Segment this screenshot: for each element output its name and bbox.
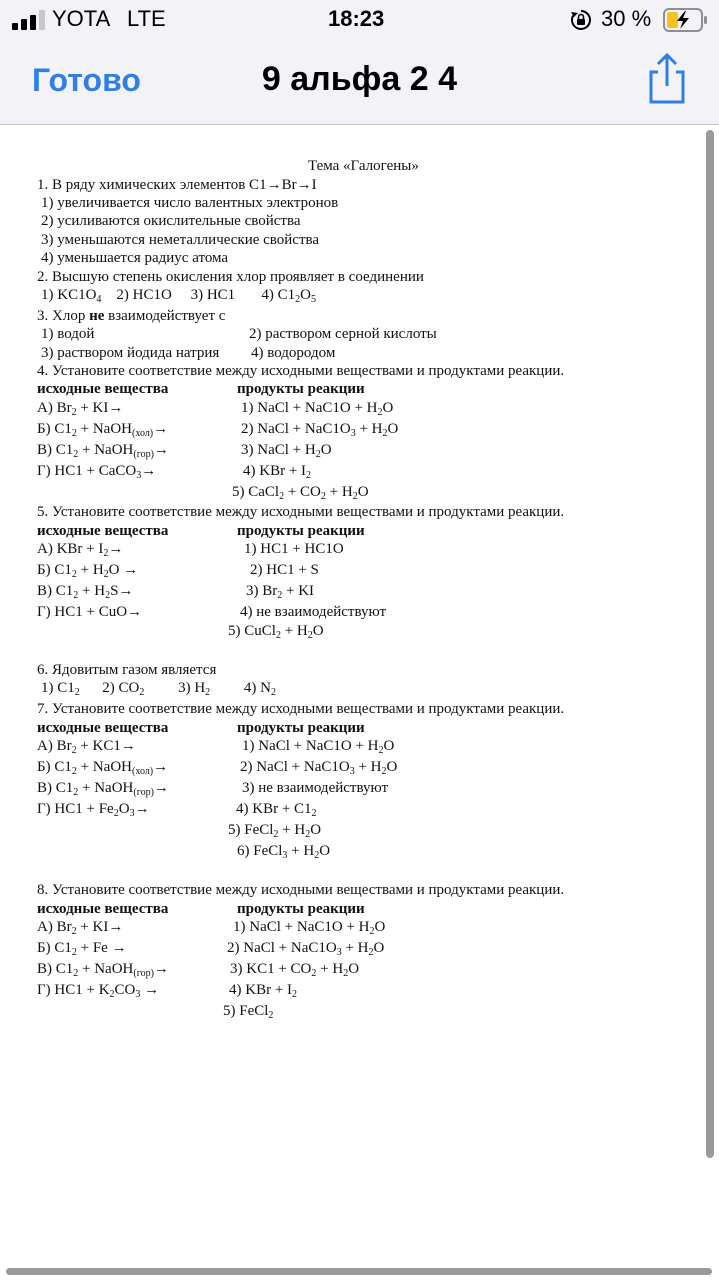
q4-product-5: 5) CaCl$_2$ + $CO_2 + H_2O$ <box>232 484 369 502</box>
q1-option-4: 4) уменьшается радиус атома <box>41 250 229 266</box>
signal-strength-icon <box>12 10 46 30</box>
horizontal-scrollbar[interactable] <box>6 1268 712 1275</box>
q4-product-4: 4) KBr + $I_2$ <box>243 463 312 481</box>
q7-product-6: 6) FeCl$_3$ + $H_2O$ <box>237 843 331 861</box>
q5-product-1: 1) HC1 + HC1O <box>244 541 344 557</box>
q7-reactant-g: Г) $HC1 + Fe_2O_3\to$ <box>37 801 150 819</box>
status-bar <box>0 0 719 40</box>
q5-reactant-g: Г) HC1 + CuO→ <box>37 604 143 620</box>
document-page <box>0 125 719 1280</box>
battery-percent: 30 % <box>601 6 652 31</box>
q5-header-left: исходные вещества <box>37 523 169 539</box>
q7-product-3: 3) не взаимодействуют <box>242 780 389 796</box>
q4-product-1: 1) NaCl + $NaC1O + H_2O$ <box>241 400 394 418</box>
navigation-bar <box>0 40 719 125</box>
q8-product-5: 5) FeCl$_2$ <box>223 1003 274 1021</box>
network-type: LTE <box>127 6 166 31</box>
q5-product-2: 2) HC1 + S <box>250 562 319 578</box>
q6-options: 1) $C1_2$ 2) $CO_2$ 3) $H_2$ 4) $N_2$ <box>41 680 276 698</box>
rotation-lock-icon <box>570 9 592 31</box>
q5-product-4: 4) не взаимодействуют <box>240 604 387 620</box>
q1-option-3: 3) уменьшаются неметаллические свойства <box>41 232 320 248</box>
q3-option-2: 2) раствором серной кислоты <box>249 326 437 342</box>
clock: 18:23 <box>328 6 385 31</box>
q5-reactant-b: Б) $C1_2 + H_2O$ → <box>37 562 139 580</box>
document-title: 9 альфа 2 4 <box>261 60 458 98</box>
q7-header-left: исходные вещества <box>37 720 169 736</box>
q8-reactant-v: В) $C1_2$ + NaOH$_{(гор)}$→ <box>37 961 169 979</box>
q3-option-3: 3) раствором йодида натрия <box>41 345 220 361</box>
battery-charging-icon <box>663 8 709 32</box>
q3-option-4: 4) водородом <box>251 345 336 361</box>
q5-header-right: продукты реакции <box>237 523 365 539</box>
question-6: 6. Ядовитым газом является <box>37 662 217 678</box>
question-4: 4. Установите соответствие между исходными веществами и продуктами реакции. <box>37 363 565 379</box>
share-icon[interactable] <box>640 52 694 106</box>
q8-header-left: исходные вещества <box>37 901 169 917</box>
q8-reactant-a: А) $Br_2 + KI\to$ <box>37 919 124 937</box>
q7-reactant-b: Б) $C1_2$ + NaOH$_{(хол)}$→ <box>37 759 169 777</box>
q5-product-5: 5) CuCl$_2$ + $H_2O$ <box>228 623 324 641</box>
q4-header-right: продукты реакции <box>237 381 365 397</box>
q4-reactant-v: В) $C1_2$ + NaOH$_{(гор)}$→ <box>37 442 169 460</box>
q4-product-2: 2) NaCl + $NaC1O_3 + H_2O$ <box>241 421 399 439</box>
question-8: 8. Установите соответствие между исходными веществами и продуктами реакции. <box>37 882 565 898</box>
q5-product-3: 3) $Br_2$ + KI <box>246 583 315 601</box>
q8-product-4: 4) KBr + $I_2$ <box>229 982 298 1000</box>
q7-product-2: 2) NaCl + $NaC1O_3 + H_2O$ <box>240 759 398 777</box>
q1-option-2: 2) усиливаются окислительные свойства <box>41 213 301 229</box>
q7-product-1: 1) NaCl + $NaC1O + H_2O$ <box>242 738 395 756</box>
q4-product-3: 3) NaCl + $H_2O$ <box>241 442 332 460</box>
q7-header-right: продукты реакции <box>237 720 365 736</box>
q4-reactant-b: Б) $C1_2$ + NaOH$_{(хол)}$→ <box>37 421 169 439</box>
q8-product-2: 2) NaCl + $NaC1O_3 + H_2O$ <box>227 940 385 958</box>
vertical-scrollbar[interactable] <box>706 130 714 1158</box>
done-button[interactable]: Готово <box>32 62 141 98</box>
question-3: 3. Хлор не взаимодействует с <box>37 308 226 324</box>
question-2: 2. Высшую степень окисления хлор проявляет в соединении <box>37 269 424 285</box>
q8-header-right: продукты реакции <box>237 901 365 917</box>
q7-product-5: 5) FeCl$_2$ + $H_2O$ <box>228 822 322 840</box>
q2-options: 1) $KC1O_4$ 2) HC1O 3) HC1 4) $C1_2O_5$ <box>41 287 317 305</box>
question-7: 7. Установите соответствие между исходными веществами и продуктами реакции. <box>37 701 565 717</box>
heading: Тема «Галогены» <box>308 158 419 174</box>
q5-reactant-v: В) $C1_2 + H_2S\to$ <box>37 583 134 601</box>
q8-reactant-g: Г) $HC1 + K_2CO_3$ → <box>37 982 160 1000</box>
question-5: 5. Установите соответствие между исходными веществами и продуктами реакции. <box>37 504 565 520</box>
q7-product-4: 4) KBr + $C1_2$ <box>236 801 317 819</box>
q8-product-1: 1) NaCl + $NaC1O + H_2O$ <box>233 919 386 937</box>
carrier-name: YOTA <box>52 6 111 31</box>
q8-reactant-b: Б) $C1_2 + Fe$ → <box>37 940 127 958</box>
question-1: 1. В ряду химических элементов C1→Br→I <box>37 177 317 193</box>
q7-reactant-v: В) $C1_2$ + NaOH$_{(гор)}$→ <box>37 780 169 798</box>
q4-reactant-g: Г) HC1 + CaCO$_3$→ <box>37 463 157 481</box>
q4-header-left: исходные вещества <box>37 381 169 397</box>
q1-option-1: 1) увеличивается число валентных электронов <box>41 195 339 211</box>
q5-reactant-a: А) KBr + $I_2\to$ <box>37 541 124 559</box>
q7-reactant-a: А) $Br_2 + KC1\to$ <box>37 738 136 756</box>
q3-option-1: 1) водой <box>41 326 95 342</box>
q4-reactant-a: А) $Br_2 + KI\to$ <box>37 400 124 418</box>
q8-product-3: 3) $KC1 + CO_2 + H_2O$ <box>230 961 360 979</box>
